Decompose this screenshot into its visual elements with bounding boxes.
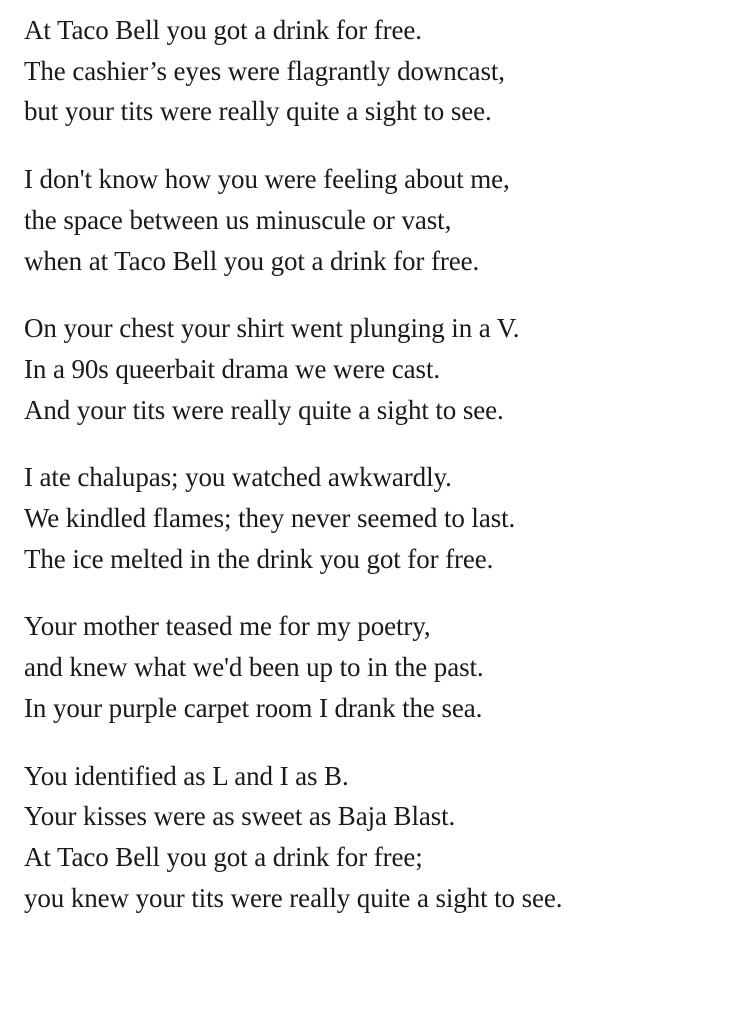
poem-line: At Taco Bell you got a drink for free; <box>24 841 423 872</box>
stanza-6 <box>24 756 753 919</box>
stanza-3 <box>24 308 753 430</box>
poem-line: In a 90s queerbait drama we were cast. <box>24 353 441 384</box>
poem-line: I don't know how you were feeling about me, <box>24 164 510 195</box>
poem-line: In your purple carpet room I drank the sea. <box>24 692 483 723</box>
stanza-4 <box>24 457 753 579</box>
poem-line: We kindled flames; they never seemed to last. <box>24 503 516 534</box>
poem-line: And your tits were really quite a sight to see. <box>24 394 504 425</box>
poem-line: You identified as L and I as B. <box>24 760 349 791</box>
stanza-1 <box>24 10 753 132</box>
poem-line: The ice melted in the drink you got for free. <box>24 543 494 574</box>
poem-line: I ate chalupas; you watched awkwardly. <box>24 462 452 493</box>
poem-line: Your kisses were as sweet as Baja Blast. <box>24 801 456 832</box>
poem-line: At Taco Bell you got a drink for free. <box>24 15 422 45</box>
stanza-2 <box>24 159 753 281</box>
poem-line: On your chest your shirt went plunging in a V. <box>24 313 520 344</box>
poem-line: but your tits were really quite a sight to see. <box>24 96 492 127</box>
poem-line: the space between us minuscule or vast, <box>24 204 452 235</box>
poem-line: The cashier’s eyes were flagrantly downcast, <box>24 55 505 86</box>
poem-line: when at Taco Bell you got a drink for free. <box>24 245 480 276</box>
poem-line: you knew your tits were really quite a sight to see. <box>24 882 563 913</box>
poem-line: and knew what we'd been up to in the past. <box>24 652 484 683</box>
poem-line: Your mother teased me for my poetry, <box>24 611 431 642</box>
stanza-5 <box>24 606 753 728</box>
